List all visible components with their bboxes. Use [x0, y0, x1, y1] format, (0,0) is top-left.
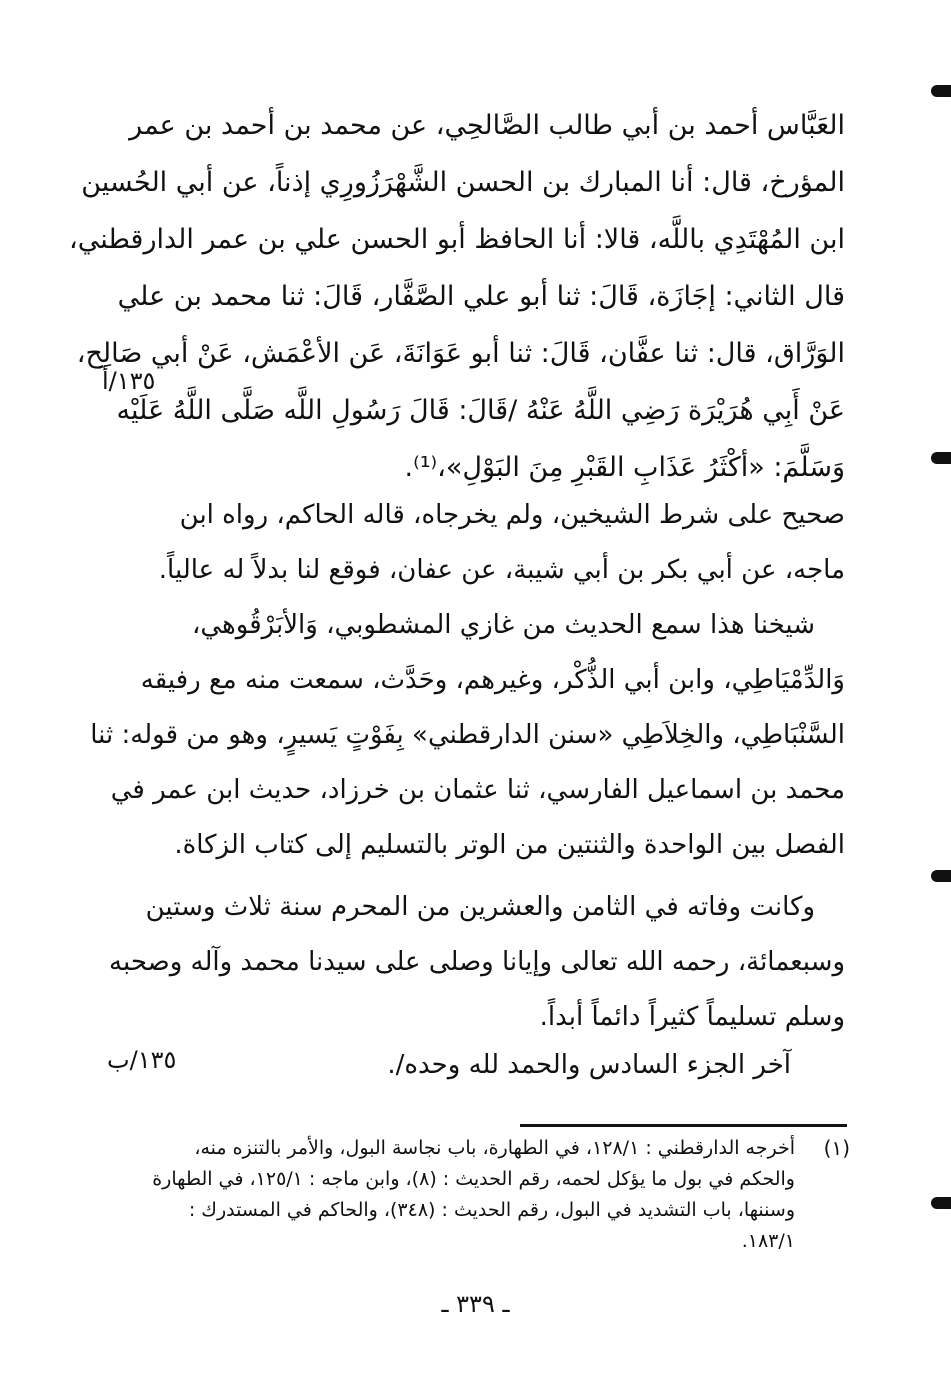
footnote-divider: [520, 1124, 847, 1127]
text-line: عَنْ أَبِي هُرَيْرَة رَضِي اللَّهُ عَنْهُ /قَالَ: قَالَ رَسُولِ اللَّه صَلَّى اللَّهُ عَلَيْه: [116, 395, 845, 426]
text-line: وسلم تسليماً كثيراً دائماً أبداً.: [539, 1002, 845, 1032]
text-line: الفصل بين الواحدة والثنتين من الوتر بالتسليم إلى كتاب الزكاة.: [174, 830, 845, 860]
text-line: السَّنْبَاطِي، والخِلاَطِي «سنن الدارقطني» بِفَوْتٍ يَسيرٍ، وهو من قوله: ثنا: [90, 720, 845, 750]
footnote-line: أخرجه الدارقطني : ١٢٨/١، في الطهارة، باب نجاسة البول، والأمر بالتنزه منه،: [194, 1137, 795, 1159]
footnote-line: وسننها، باب التشديد في البول، رقم الحديث : (٣٤٨)، والحاكم في المستدرك :: [188, 1199, 795, 1221]
text-line: الوَرَّاق، قال: ثنا عفَّان، قَالَ: ثنا أبو عَوَانَةَ، عَن الأعْمَش، عَنْ أبي صَالِح،: [76, 338, 845, 369]
text-line: وَالدِّمْيَاطِي، وابن أبي الذُّكْر، وغيرهم، وحَدَّث، سمعت منه مع رفيقه: [140, 665, 845, 695]
page-number: ـ ٣٣٩ ـ: [441, 1290, 510, 1318]
text-line: وَسَلَّمَ: «أكْثَرُ عَذَابِ القَبْرِ مِنَ البَوْلِ»،⁽¹⁾.: [404, 452, 845, 483]
footnote-line: ١٨٣/١.: [741, 1230, 795, 1252]
page-edge-mark: [931, 870, 951, 882]
text-line: العَبَّاس أحمد بن أبي طالب الصَّالحِي، عن محمد بن أحمد بن عمر: [129, 110, 845, 141]
paragraph: [90, 598, 845, 873]
text-line: ماجه، عن أبي بكر بن أبي شيبة، عن عفان، فوقع لنا بدلاً له عالياً.: [158, 555, 845, 585]
paragraph: [160, 488, 845, 598]
footnote: [152, 1133, 850, 1257]
text-line: قال الثاني: إجَازَة، قَالَ: ثنا أبو علي الصَّفَّار، قَالَ: ثنا محمد بن علي: [117, 281, 845, 312]
closing-line: آخر الجزء السادس والحمد لله وحده/.: [387, 1050, 791, 1080]
footnote-line: والحكم في بول ما يؤكل لحمه، رقم الحديث : (٨)، وابن ماجه : ١٢٥/١، في الطهارة: [152, 1168, 795, 1190]
footnote-body: [152, 1133, 795, 1257]
text-line: وسبعمائة، رحمه الله تعالى وإيانا وصلى على سيدنا محمد وآله وصحبه: [109, 947, 845, 977]
margin-folio-reference: ١٣٥/ب: [107, 1046, 177, 1074]
text-line: ابن المُهْتَدِي باللَّه، قالا: أنا الحافظ أبو الحسن علي بن عمر الدارقطني،: [69, 224, 845, 255]
text-line: المؤرخ، قال: أنا المبارك بن الحسن الشَّهْرَزُورِي إذناً، عن أبي الحُسين: [81, 167, 845, 198]
text-line: شيخنا هذا سمع الحديث من غازي المشطوبي، وَالأبَرْقُوهي،: [191, 610, 815, 640]
text-line: صحيح على شرط الشيخين، ولم يخرجاه، قاله الحاكم، رواه ابن: [179, 500, 845, 530]
footnotes: [152, 1133, 850, 1257]
margin-folio-reference: ١٣٥/أ: [102, 367, 156, 395]
page-edge-mark: [931, 1197, 951, 1209]
text-line: محمد بن اسماعيل الفارسي، ثنا عثمان بن خرزاد، حديث ابن عمر في: [110, 775, 845, 805]
paragraph: [109, 880, 845, 1045]
text-line: وكانت وفاته في الثامن والعشرين من المحرم سنة ثلاث وستين: [145, 892, 815, 922]
footnote-number: (١): [823, 1136, 850, 1160]
page-edge-mark: [931, 452, 951, 464]
page-edge-mark: [931, 85, 951, 97]
